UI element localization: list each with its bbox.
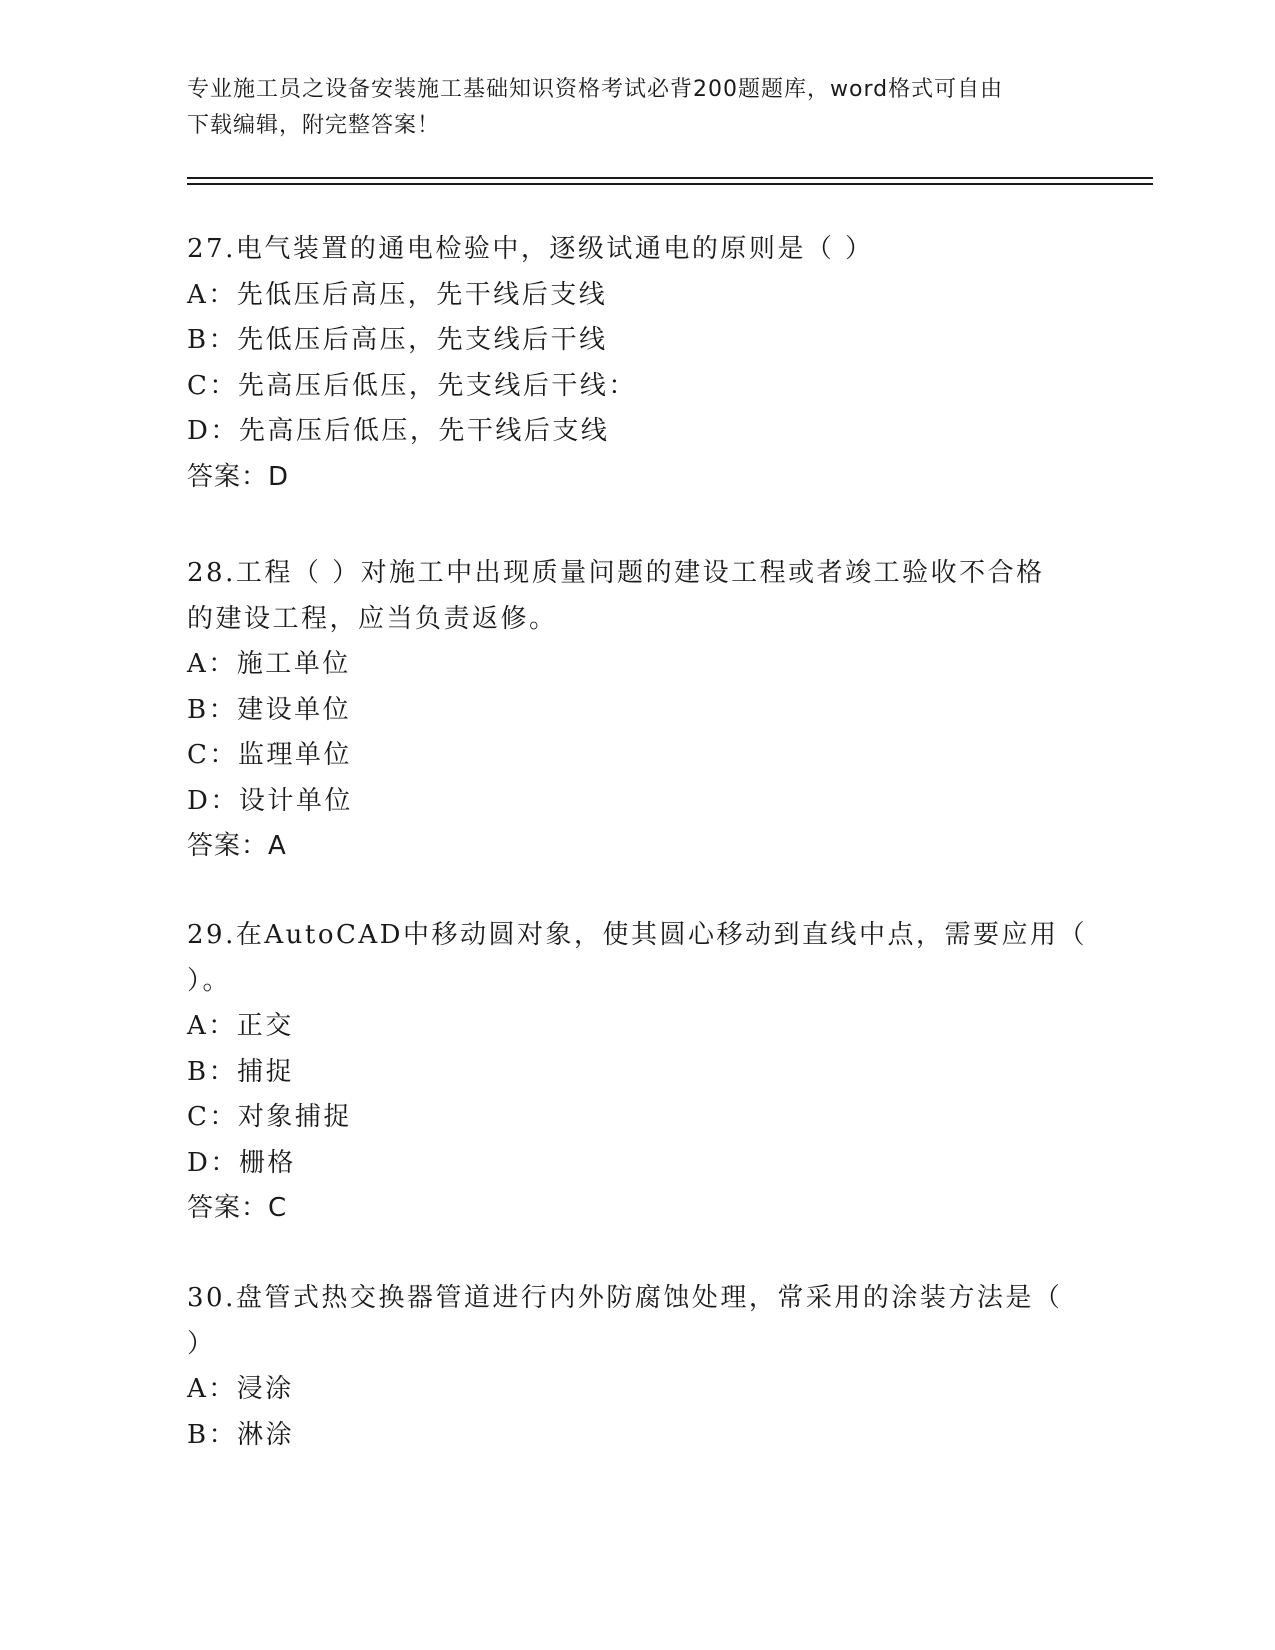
option-b: B：先低压后高压，先支线后干线 (187, 325, 608, 355)
question-stem (187, 913, 1087, 1004)
stem-line: 27.电气装置的通电检验中，逐级试通电的原则是（ ） (187, 234, 874, 264)
option-c: C：先高压后低压，先支线后干线： (187, 370, 637, 401)
stem-line: ） (187, 1328, 216, 1359)
question-27 (187, 227, 1087, 500)
option-a: A：施工单位 (187, 649, 351, 679)
stem-line: 29.在AutoCAD中移动圆对象，使其圆心移动到直线中点，需要应用（ (187, 920, 1087, 950)
option-b: B：建设单位 (187, 694, 352, 725)
answer: 答案：A (187, 831, 287, 861)
header-divider-top (187, 177, 1153, 179)
option-d: D：栅格 (187, 1147, 296, 1178)
option-b: B：捕捉 (187, 1056, 295, 1087)
document-header (187, 72, 1067, 144)
question-29 (187, 913, 1087, 1232)
stem-line: 28.工程（ ）对施工中出现质量问题的建设工程或者竣工验收不合格 (187, 558, 1045, 588)
option-a: A：正交 (187, 1011, 294, 1041)
question-30 (187, 1276, 1087, 1458)
header-divider-bottom (187, 183, 1153, 185)
option-b: B：淋涂 (187, 1419, 295, 1450)
option-c: C：对象捕捉 (187, 1102, 352, 1132)
question-stem (187, 227, 1087, 273)
option-d: D：设计单位 (187, 785, 353, 816)
stem-line: 30.盘管式热交换器管道进行内外防腐蚀处理，常采用的涂装方法是（ (187, 1283, 1063, 1313)
question-stem (187, 1276, 1087, 1367)
question-28 (187, 551, 1087, 870)
stem-line: ）。 (187, 965, 232, 996)
answer: 答案：C (187, 1193, 288, 1223)
header-line-1: 专业施工员之设备安装施工基础知识资格考试必背200题题库，word格式可自由 (187, 77, 1004, 102)
option-a: A：先低压后高压，先干线后支线 (187, 279, 608, 310)
answer: 答案：D (187, 461, 290, 492)
header-line-2: 下载编辑，附完整答案！ (187, 113, 441, 138)
option-d: D：先高压后低压，先干线后支线 (187, 416, 610, 446)
stem-line: 的建设工程，应当负责返修。 (187, 603, 558, 634)
option-c: C：监理单位 (187, 740, 352, 770)
option-a: A：浸涂 (187, 1374, 294, 1404)
question-stem (187, 551, 1087, 642)
